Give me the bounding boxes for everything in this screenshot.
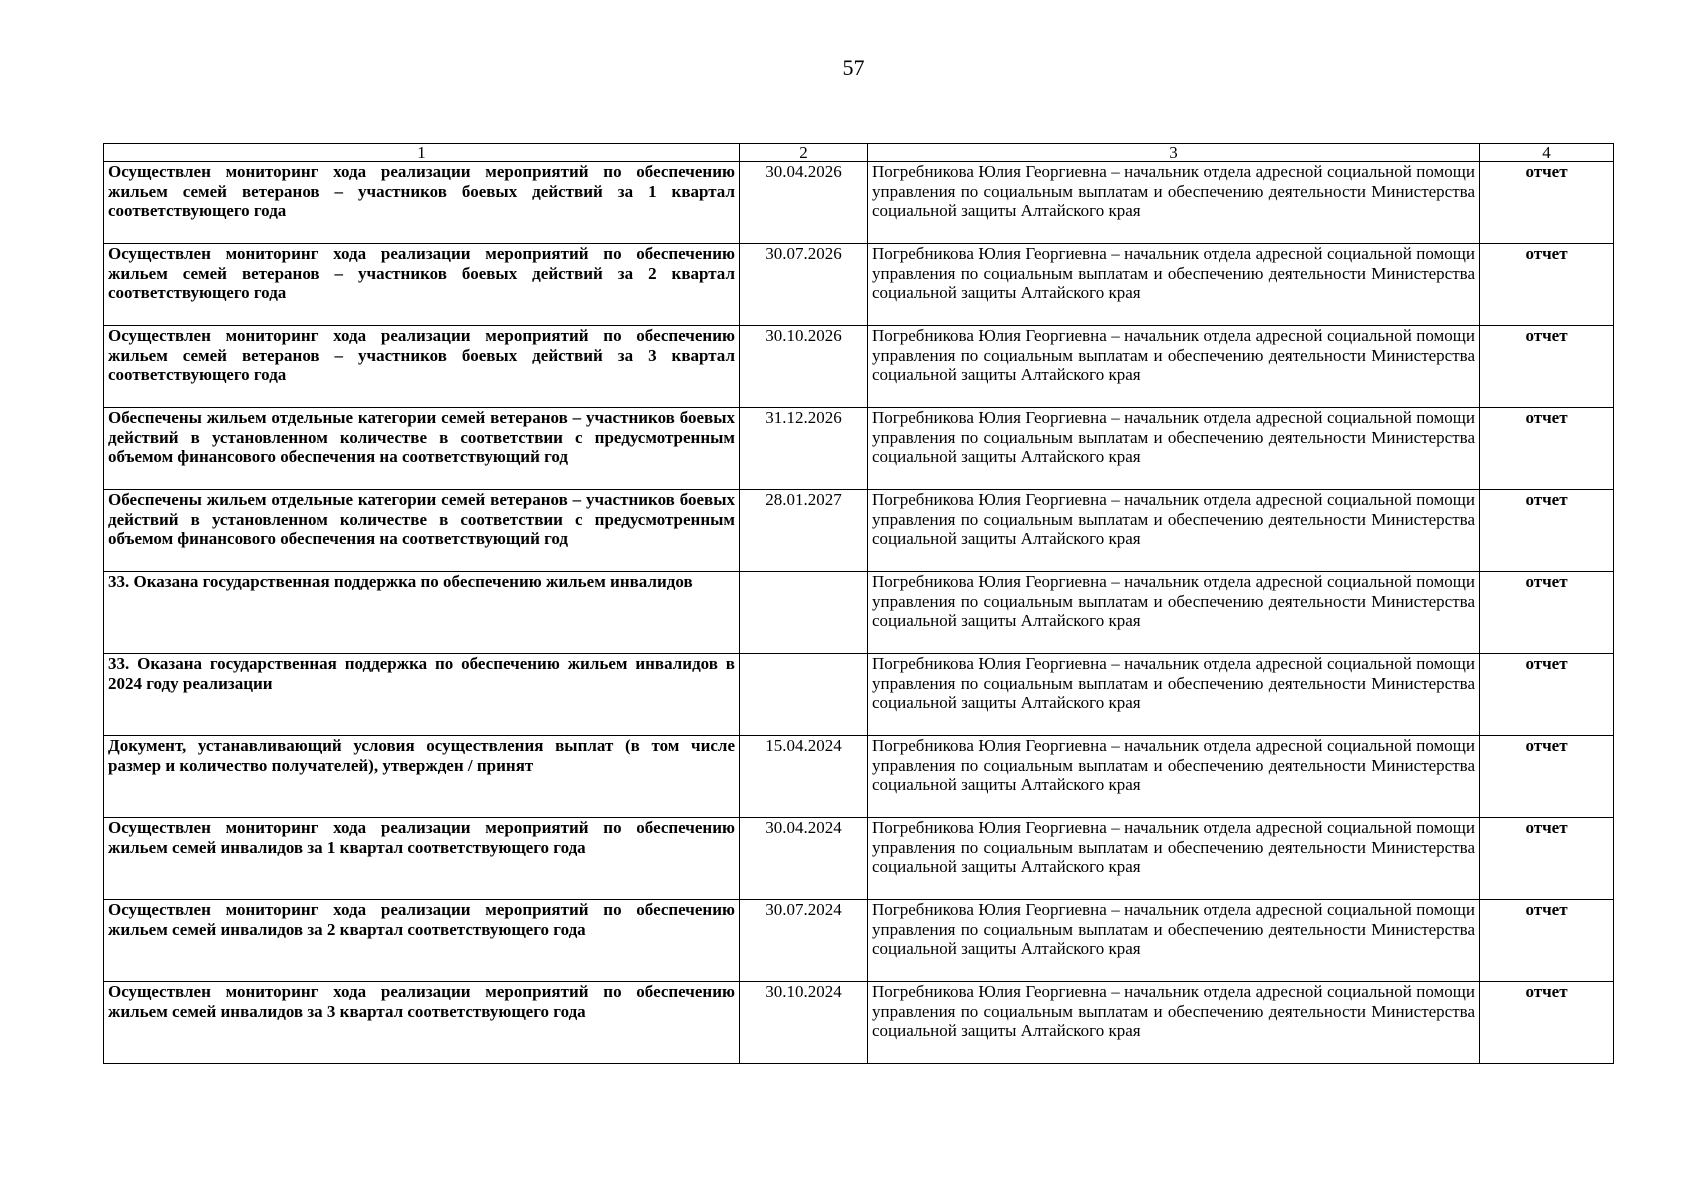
result-cell: отчет — [1480, 818, 1614, 900]
date-cell: 30.07.2026 — [740, 244, 868, 326]
table-row — [104, 982, 1614, 1064]
table-row — [104, 326, 1614, 408]
result-cell: отчет — [1480, 654, 1614, 736]
event-cell: Обеспечены жильем отдельные категории семей ветеранов – участников боевых действий в установленном количестве в соответствии с предусмотренным объемом финансового обеспечения на соответствующий год — [104, 408, 740, 490]
table-row — [104, 900, 1614, 982]
table-row — [104, 572, 1614, 654]
date-cell: 30.07.2024 — [740, 900, 868, 982]
column-number-4: 4 — [1480, 144, 1614, 162]
table-row — [104, 654, 1614, 736]
responsible-cell: Погребникова Юлия Георгиевна – начальник отдела адресной социальной помощи управления по социальным выплатам и обеспечению деятельности Министерства социальной защиты Алтайского края — [868, 572, 1480, 654]
plan-table-body — [104, 144, 1614, 1064]
result-cell: отчет — [1480, 326, 1614, 408]
date-cell: 30.10.2024 — [740, 982, 868, 1064]
column-number-1: 1 — [104, 144, 740, 162]
event-cell: Осуществлен мониторинг хода реализации мероприятий по обеспечению жильем семей ветеранов – участников боевых действий за 1 квартал соответствующего года — [104, 162, 740, 244]
event-cell: Осуществлен мониторинг хода реализации мероприятий по обеспечению жильем семей инвалидов за 2 квартал соответствующего года — [104, 900, 740, 982]
result-cell: отчет — [1480, 900, 1614, 982]
result-cell: отчет — [1480, 736, 1614, 818]
table-row — [104, 490, 1614, 572]
result-cell: отчет — [1480, 162, 1614, 244]
responsible-cell: Погребникова Юлия Георгиевна – начальник отдела адресной социальной помощи управления по социальным выплатам и обеспечению деятельности Министерства социальной защиты Алтайского края — [868, 654, 1480, 736]
column-number-row — [104, 144, 1614, 162]
responsible-cell: Погребникова Юлия Георгиевна – начальник отдела адресной социальной помощи управления по социальным выплатам и обеспечению деятельности Министерства социальной защиты Алтайского края — [868, 408, 1480, 490]
responsible-cell: Погребникова Юлия Георгиевна – начальник отдела адресной социальной помощи управления по социальным выплатам и обеспечению деятельности Министерства социальной защиты Алтайского края — [868, 326, 1480, 408]
result-cell: отчет — [1480, 572, 1614, 654]
responsible-cell: Погребникова Юлия Георгиевна – начальник отдела адресной социальной помощи управления по социальным выплатам и обеспечению деятельности Министерства социальной защиты Алтайского края — [868, 818, 1480, 900]
column-number-3: 3 — [868, 144, 1480, 162]
date-cell: 30.04.2024 — [740, 818, 868, 900]
result-cell: отчет — [1480, 982, 1614, 1064]
table-row — [104, 244, 1614, 326]
responsible-cell: Погребникова Юлия Георгиевна – начальник отдела адресной социальной помощи управления по социальным выплатам и обеспечению деятельности Министерства социальной защиты Алтайского края — [868, 736, 1480, 818]
result-cell: отчет — [1480, 244, 1614, 326]
event-cell: Осуществлен мониторинг хода реализации мероприятий по обеспечению жильем семей инвалидов за 1 квартал соответствующего года — [104, 818, 740, 900]
responsible-cell: Погребникова Юлия Георгиевна – начальник отдела адресной социальной помощи управления по социальным выплатам и обеспечению деятельности Министерства социальной защиты Алтайского края — [868, 244, 1480, 326]
date-cell: 28.01.2027 — [740, 490, 868, 572]
responsible-cell: Погребникова Юлия Георгиевна – начальник отдела адресной социальной помощи управления по социальным выплатам и обеспечению деятельности Министерства социальной защиты Алтайского края — [868, 490, 1480, 572]
date-cell: 30.04.2026 — [740, 162, 868, 244]
date-cell: 15.04.2024 — [740, 736, 868, 818]
event-cell: Документ, устанавливающий условия осуществления выплат (в том числе размер и количество получателей), утвержден / принят — [104, 736, 740, 818]
event-cell: Обеспечены жильем отдельные категории семей ветеранов – участников боевых действий в установленном количестве в соответствии с предусмотренным объемом финансового обеспечения на соответствующий год — [104, 490, 740, 572]
event-cell: Осуществлен мониторинг хода реализации мероприятий по обеспечению жильем семей инвалидов за 3 квартал соответствующего года — [104, 982, 740, 1064]
column-number-2: 2 — [740, 144, 868, 162]
table-row — [104, 408, 1614, 490]
date-cell — [740, 572, 868, 654]
plan-table — [103, 143, 1614, 1064]
date-cell: 31.12.2026 — [740, 408, 868, 490]
event-cell: Осуществлен мониторинг хода реализации мероприятий по обеспечению жильем семей ветеранов – участников боевых действий за 3 квартал соответствующего года — [104, 326, 740, 408]
table-row — [104, 162, 1614, 244]
date-cell — [740, 654, 868, 736]
table-row — [104, 818, 1614, 900]
page-number: 57 — [842, 55, 865, 80]
date-cell: 30.10.2026 — [740, 326, 868, 408]
responsible-cell: Погребникова Юлия Георгиевна – начальник отдела адресной социальной помощи управления по социальным выплатам и обеспечению деятельности Министерства социальной защиты Алтайского края — [868, 982, 1480, 1064]
event-cell: Осуществлен мониторинг хода реализации мероприятий по обеспечению жильем семей ветеранов – участников боевых действий за 2 квартал соответствующего года — [104, 244, 740, 326]
table-row — [104, 736, 1614, 818]
result-cell: отчет — [1480, 490, 1614, 572]
responsible-cell: Погребникова Юлия Георгиевна – начальник отдела адресной социальной помощи управления по социальным выплатам и обеспечению деятельности Министерства социальной защиты Алтайского края — [868, 900, 1480, 982]
responsible-cell: Погребникова Юлия Георгиевна – начальник отдела адресной социальной помощи управления по социальным выплатам и обеспечению деятельности Министерства социальной защиты Алтайского края — [868, 162, 1480, 244]
result-cell: отчет — [1480, 408, 1614, 490]
event-cell: 33. Оказана государственная поддержка по обеспечению жильем инвалидов в 2024 году реализации — [104, 654, 740, 736]
event-cell: 33. Оказана государственная поддержка по обеспечению жильем инвалидов — [104, 572, 740, 654]
